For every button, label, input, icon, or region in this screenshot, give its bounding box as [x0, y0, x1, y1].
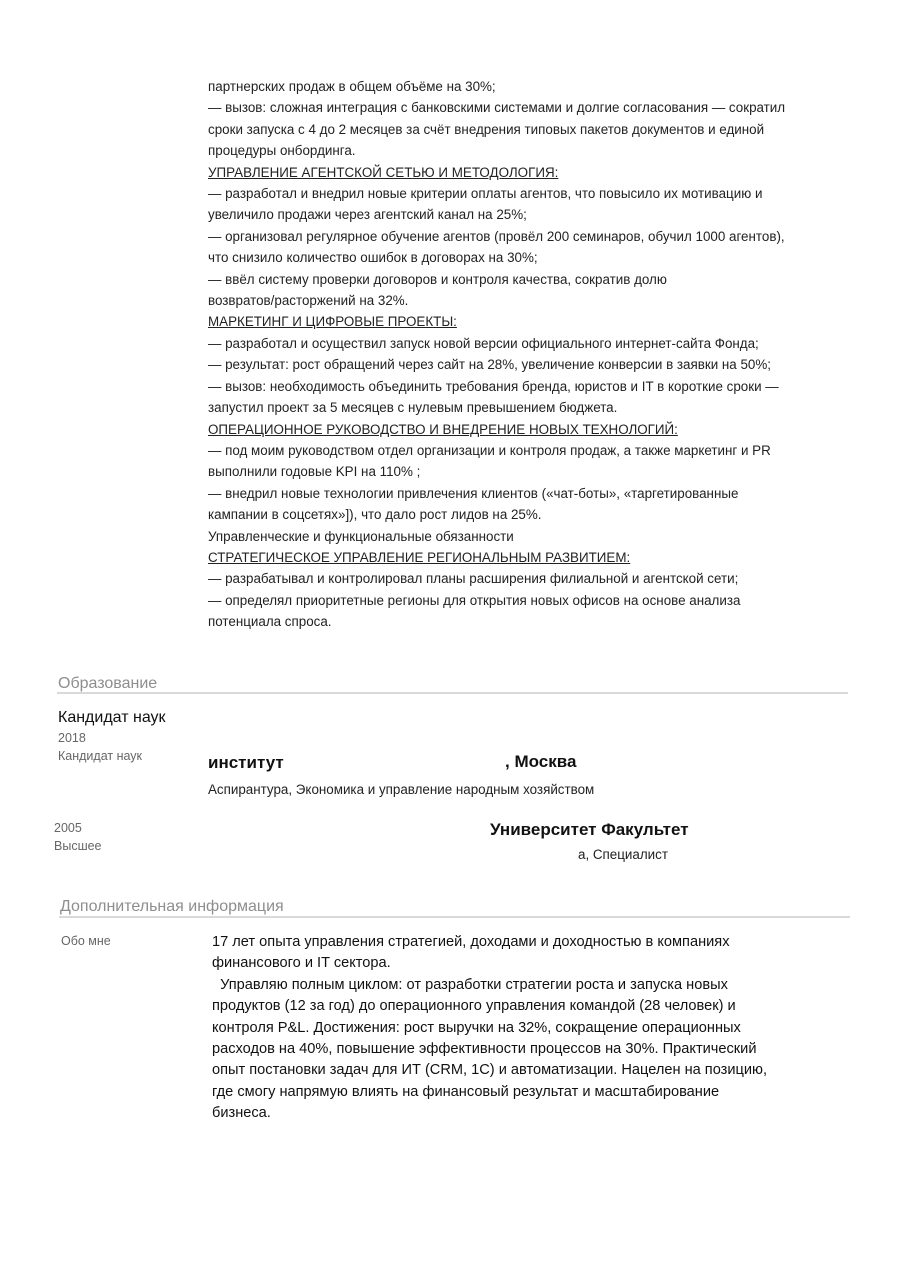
education-level-2: Высшее — [54, 839, 102, 853]
about-me-line: бизнеса. — [212, 1105, 271, 1122]
about-me-line: Управляю полным циклом: от разработки стратегии роста и запуска новых — [212, 976, 728, 993]
experience-line: что снизило количество ошибок в договорах на 30%; — [208, 250, 538, 266]
education-year-2: 2005 — [54, 821, 82, 835]
experience-line: сроки запуска с 4 до 2 месяцев за счёт внедрения типовых пакетов документов и единой — [208, 121, 765, 137]
experience-line: потенциала спроса. — [208, 614, 332, 630]
additional-info-section-divider — [59, 916, 850, 918]
about-me-line: расходов на 40%, повышение эффективности процессов на 30%. Практический — [212, 1041, 757, 1058]
about-me-line: опыт постановки задач для ИТ (CRM, 1С) и автоматизации. Нацелен на позицию, — [212, 1062, 768, 1079]
experience-line: — ввёл систему проверки договоров и контроля качества, сократив долю — [208, 271, 667, 287]
about-me-line: 17 лет опыта управления стратегией, доходами и доходностью в компаниях — [212, 934, 730, 950]
experience-details — [208, 76, 858, 633]
experience-line: Управленческие и функциональные обязанности — [208, 528, 514, 544]
experience-section-heading: УПРАВЛЕНИЕ АГЕНТСКОЙ СЕТЬЮ И МЕТОДОЛОГИЯ: — [208, 164, 559, 180]
experience-line: выполнили годовые KPI на 110% ; — [208, 464, 421, 480]
experience-line: возвратов/расторжений на 32%. — [208, 293, 409, 309]
education-details-2: а, Специалист — [578, 847, 668, 862]
experience-line: — определял приоритетные регионы для открытия новых офисов на основе анализа — [208, 592, 741, 608]
about-me-line: продуктов (12 за год) до операционного управления командой (28 человек) и — [212, 998, 736, 1015]
about-me-line: финансового и IT сектора. — [212, 955, 391, 972]
about-me-line: где смогу напрямую влиять на финансовый результат и масштабирование — [212, 1083, 720, 1100]
experience-line: — разработал и внедрил новые критерии оплаты агентов, что повысило их мотивацию и — [208, 186, 763, 202]
education-institution-1-city: , Москва — [505, 752, 577, 771]
experience-line: — разработал и осуществил запуск новой версии официального интернет-сайта Фонда; — [208, 335, 759, 351]
experience-line: кампании в соцсетях»]), что дало рост лидов на 25%. — [208, 507, 542, 523]
experience-line: партнерских продаж в общем объёме на 30%; — [208, 79, 496, 94]
education-section-divider — [57, 692, 848, 694]
education-details-1: Аспирантура, Экономика и управление народным хозяйством — [208, 782, 595, 797]
experience-line: — организовал регулярное обучение агентов (провёл 200 семинаров, обучил 1000 агентов), — [208, 228, 785, 244]
about-me-text — [212, 932, 852, 1125]
education-year-1: 2018 — [58, 731, 86, 745]
education-institution-1-name: институт — [208, 753, 284, 772]
experience-section-heading: ОПЕРАЦИОННОЕ РУКОВОДСТВО И ВНЕДРЕНИЕ НОВЫХ ТЕХНОЛОГИЙ: — [208, 421, 678, 437]
experience-line: увеличило продажи через агентский канал на 25%; — [208, 207, 527, 223]
experience-line: — вызов: необходимость объединить требования бренда, юристов и IT в короткие сроки — — [208, 378, 779, 394]
experience-line: — под моим руководством отдел организации и контроля продаж, а также маркетинг и PR — [208, 442, 771, 458]
experience-line: запустил проект за 5 месяцев с нулевым превышением бюджета. — [208, 400, 618, 416]
experience-section-heading: МАРКЕТИНГ И ЦИФРОВЫЕ ПРОЕКТЫ: — [208, 314, 457, 330]
education-section-title: Образование — [58, 675, 158, 692]
experience-line: — разрабатывал и контролировал планы расширения филиальной и агентской сети; — [208, 571, 739, 587]
about-me-label: Обо мне — [61, 934, 111, 948]
experience-line: процедуры онбординга. — [208, 143, 356, 159]
education-institution-2: Университет Факультет — [490, 820, 689, 839]
experience-line: — вызов: сложная интеграция с банковскими системами и долгие согласования — сократил — [208, 100, 786, 116]
about-me-line: контроля P&L. Достижения: рост выручки на 32%, сокращение операционных — [212, 1019, 741, 1036]
experience-line: — результат: рост обращений через сайт на 28%, увеличение конверсии в заявки на 50%; — [208, 357, 771, 373]
education-level-1: Кандидат наук — [58, 749, 143, 763]
experience-section-heading: СТРАТЕГИЧЕСКОЕ УПРАВЛЕНИЕ РЕГИОНАЛЬНЫМ РАЗВИТИЕМ: — [208, 549, 631, 565]
experience-line: — внедрил новые технологии привлечения клиентов («чат-боты», «таргетированные — [208, 485, 739, 501]
additional-info-section-title: Дополнительная информация — [60, 898, 284, 915]
degree-title: Кандидат наук — [58, 709, 166, 726]
